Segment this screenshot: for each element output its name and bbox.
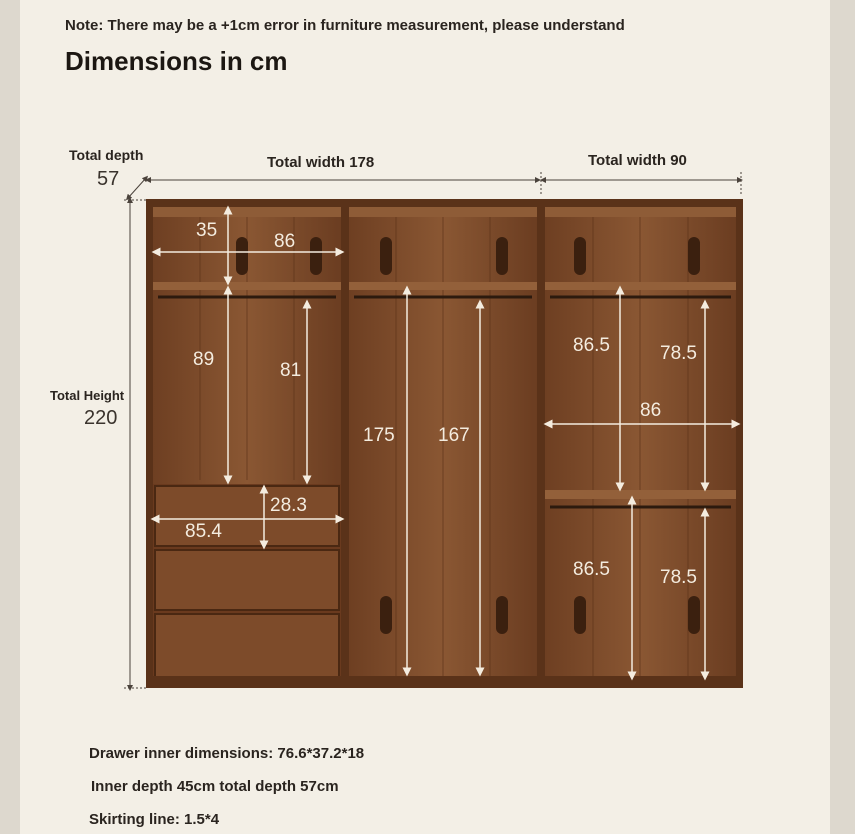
total-width-left-label: Total width 178	[267, 154, 375, 171]
dim-middle-outer: 175	[363, 425, 395, 446]
dim-top-shelf-width: 86	[274, 231, 296, 252]
dim-drawer-height: 28.3	[270, 495, 307, 516]
dim-right-width: 86	[640, 400, 662, 421]
dim-hang-inner: 81	[280, 360, 302, 381]
dim-middle-inner: 167	[438, 425, 470, 446]
dim-hang-outer: 89	[193, 349, 215, 370]
dim-right-lower-outer: 86.5	[573, 559, 610, 580]
dim-right-lower-inner: 78.5	[660, 567, 697, 588]
spec-skirting: Skirting line: 1.5*4	[89, 811, 220, 828]
spec-inner-depth: Inner depth 45cm total depth 57cm	[91, 778, 339, 795]
spec-drawer-inner: Drawer inner dimensions: 76.6*37.2*18	[89, 745, 365, 762]
total-depth-value: 57	[97, 168, 120, 190]
total-depth-label: Total depth	[69, 147, 144, 163]
dim-top-shelf-height: 35	[196, 220, 218, 241]
measurement-note: Note: There may be a +1cm error in furniture measurement, please understand	[65, 17, 625, 34]
dim-right-upper-inner: 78.5	[660, 343, 697, 364]
page-title: Dimensions in cm	[65, 46, 288, 76]
total-height-label: Total Height	[50, 388, 125, 403]
total-height-value: 220	[84, 407, 118, 429]
dim-drawer-width: 85.4	[185, 521, 222, 542]
dim-right-upper-outer: 86.5	[573, 335, 610, 356]
total-width-right-label: Total width 90	[588, 152, 687, 169]
